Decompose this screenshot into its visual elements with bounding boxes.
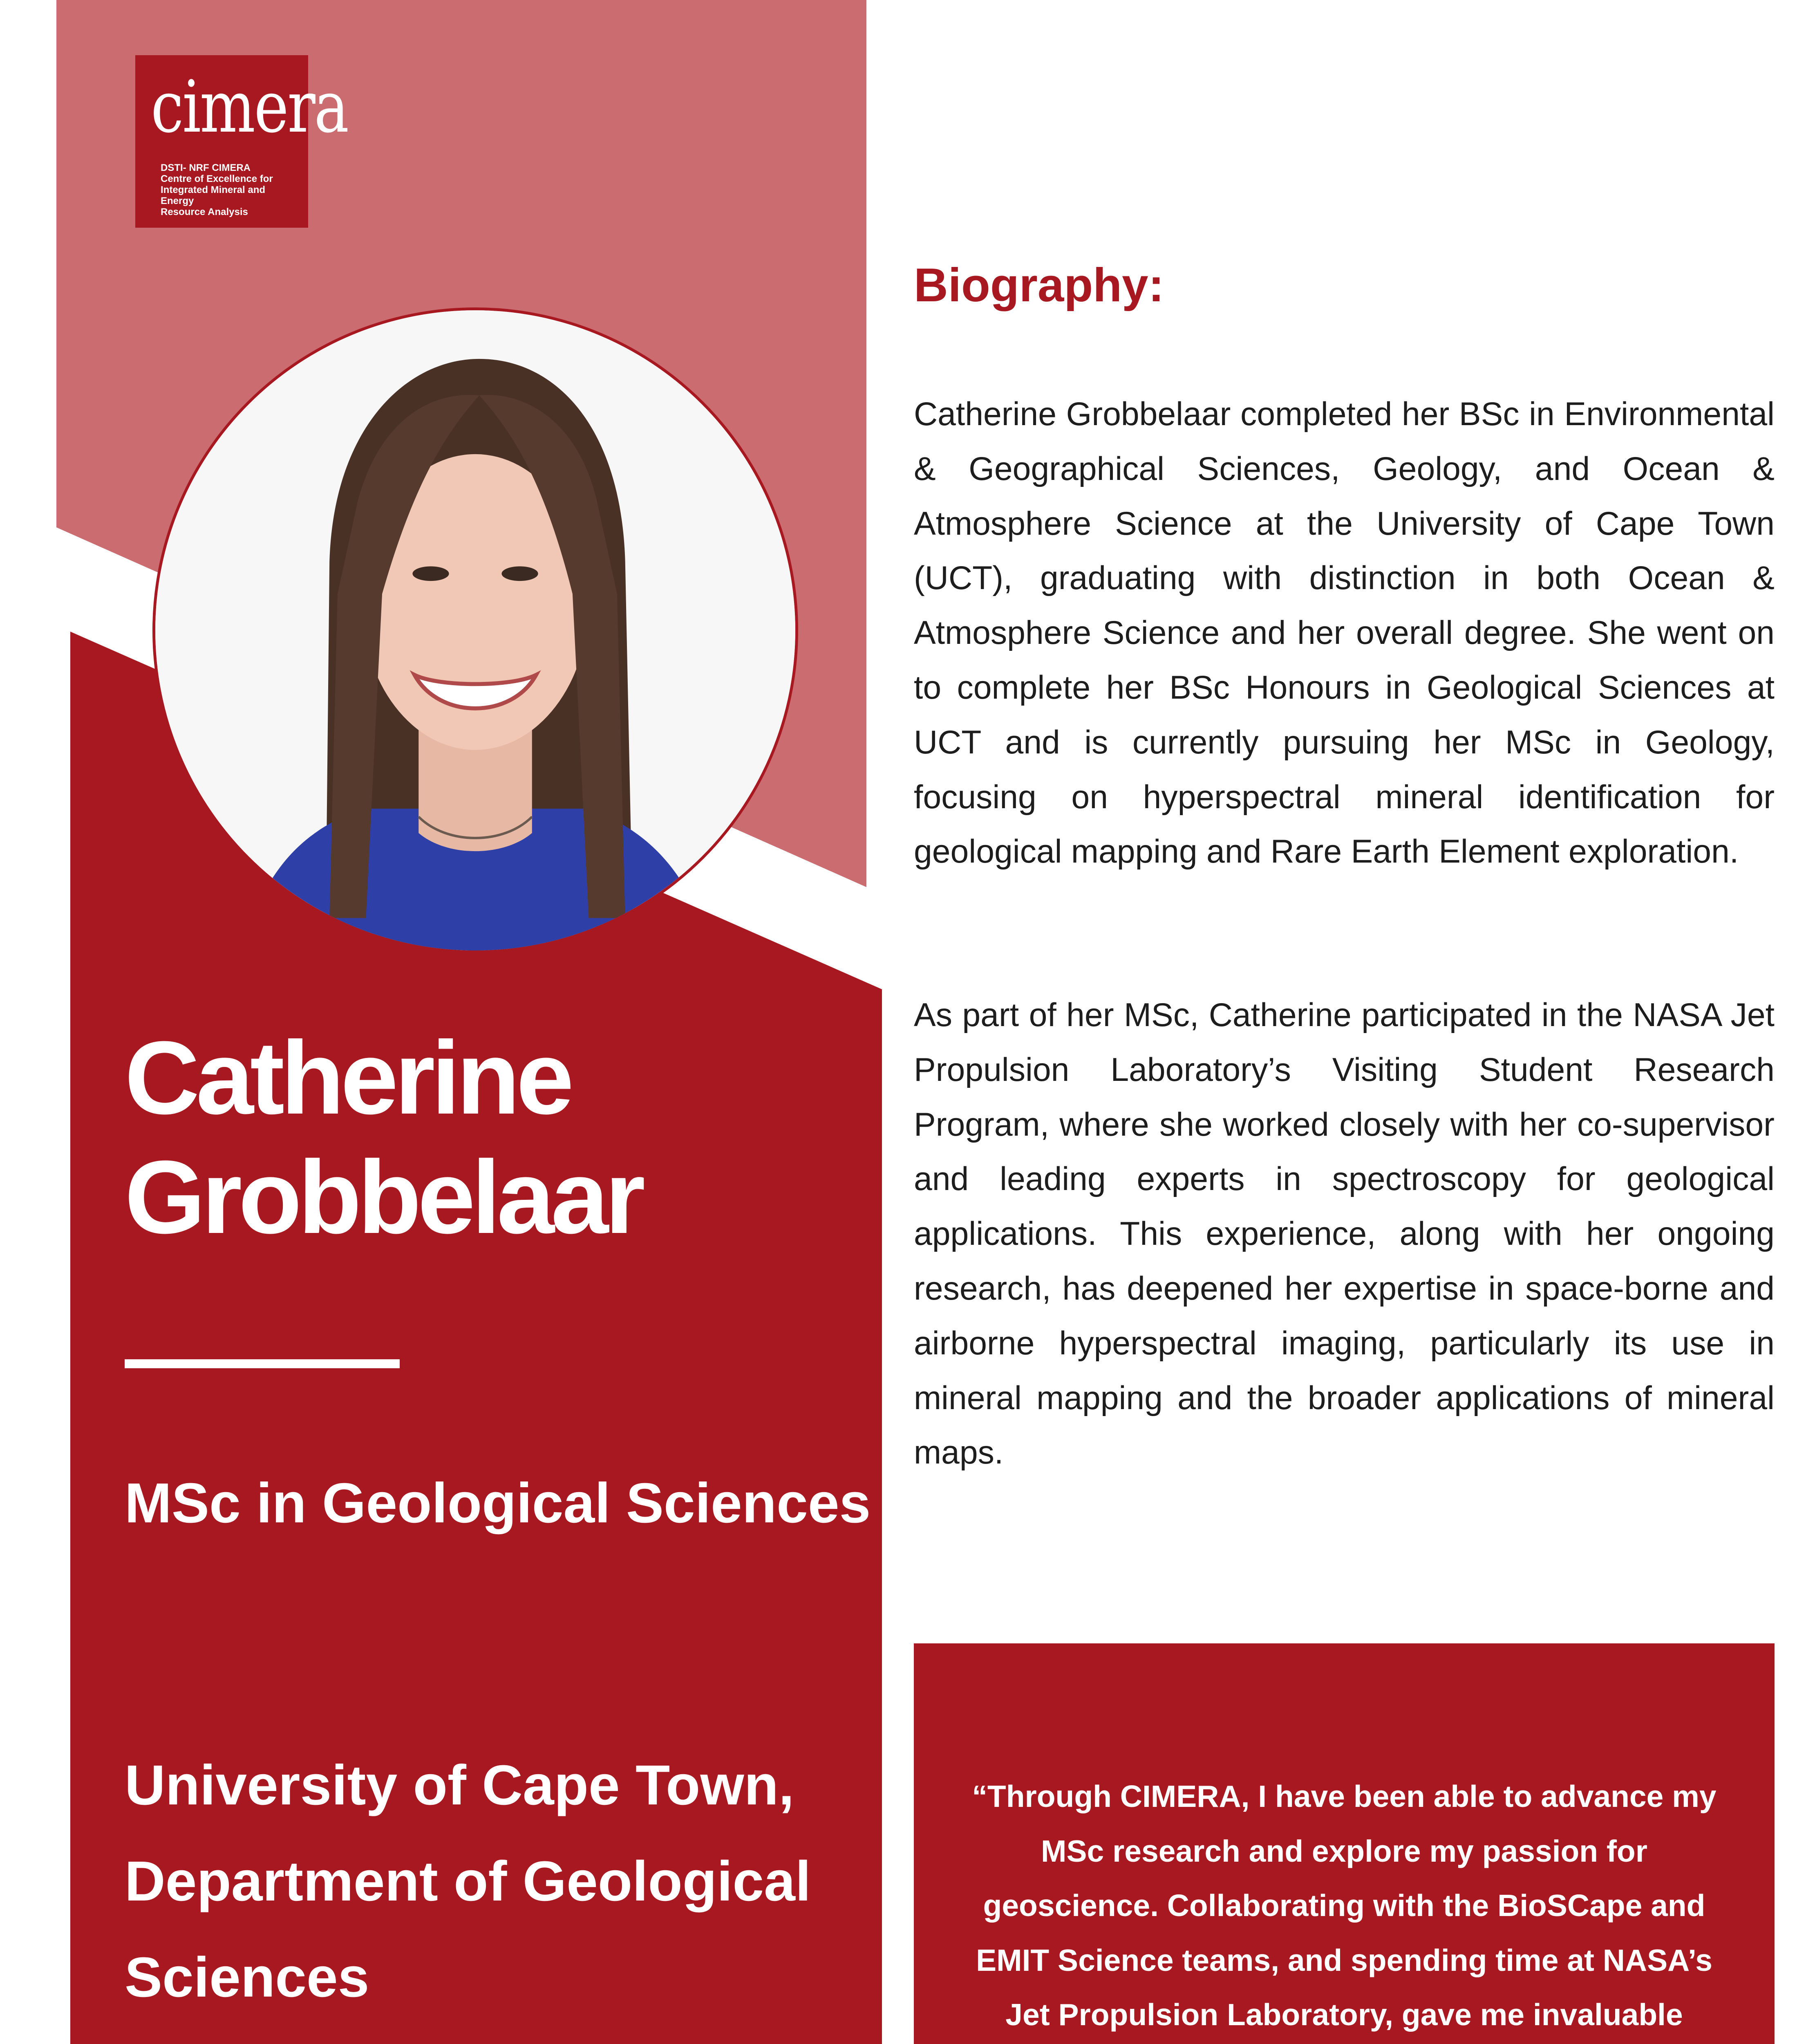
last-name: Grobbelaar [125,1139,642,1255]
institution-name: University of Cape Town, Department of Geological Sciences [125,1754,811,2009]
logo-caption [161,162,300,217]
biography-paragraph: Catherine Grobbelaar completed her BSc in Environmental & Geographical Sciences, Geology, and Ocean & Atmosphere Science at the University of Cape Town (UCT), graduating with distinction in both Ocean & Atmosphere Science and her overall degree. She went on to complete her BSc Honours in Geological Sciences at UCT and is currently pursuing her MSc in Geology, focusing on hyperspectral mineral identification for geological mapping and Rare Earth Element exploration. [914,396,1775,870]
portrait-illustration [155,310,795,950]
logo-caption-line: Resource Analysis [161,206,248,217]
name-divider [125,1359,400,1368]
degree-title: MSc in Geological Sciences [125,1472,871,1535]
profile-photo [152,307,798,953]
testimonial-box [914,1643,1775,2044]
cimera-logo [135,55,348,228]
logo-caption-line: Centre of Excellence for [161,173,273,184]
first-name: Catherine [125,1020,571,1136]
logo-caption-line: Integrated Mineral and Energy [161,184,266,206]
biography-paragraph: As part of her MSc, Catherine participated in the NASA Jet Propulsion Laboratory’s Visiting Student Research Program, where she worked closely with her co-supervisor and leading experts in spectroscopy for geological applications. This experience, along with her ongoing research, has deepened her expertise in space-borne and airborne hyperspectral imaging, particularly its use in mineral mapping and the broader applications of mineral maps. [914,997,1775,1471]
logo-caption-line: DSTI- NRF CIMERA [161,162,251,173]
biography-heading: Biography: [914,258,1164,312]
testimonial-quote: “Through CIMERA, I have been able to advance my MSc research and explore my passion for geoscience. Collaborating with the BioSCape and EMIT Science teams, and spending time at NASA’s Jet Propulsion Laboratory, gave me invaluable [972,1779,1716,2032]
person-name [125,1018,901,1257]
logo-wordmark: cimera [151,66,348,149]
